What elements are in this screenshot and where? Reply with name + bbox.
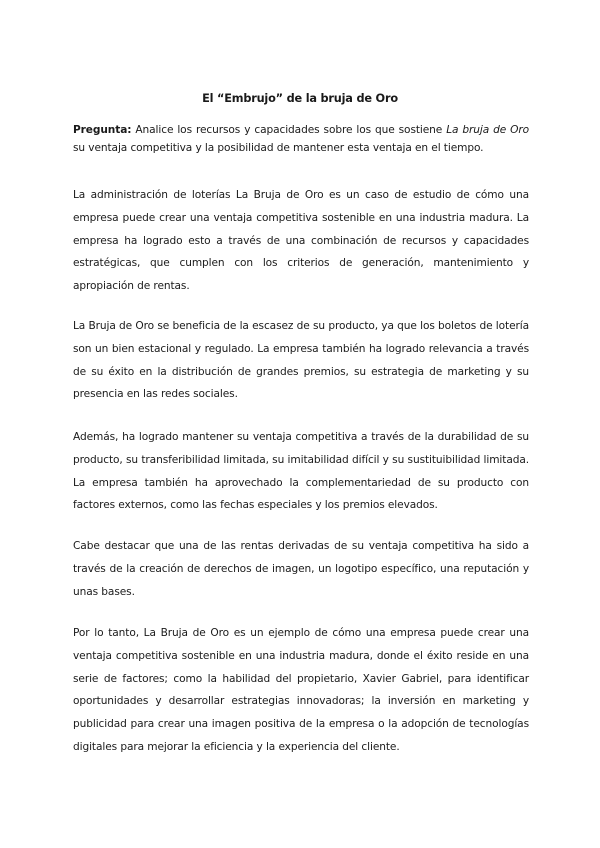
question-text-before: Analice los recursos y capacidades sobre los que sostiene xyxy=(131,124,447,136)
document-title: El “Embrujo” de la bruja de Oro xyxy=(202,92,398,105)
paragraph-4: Cabe destacar que una de las rentas derivadas de su ventaja competitiva ha sido a través de la creación de derechos de imagen, un logotipo específico, una reputación y unas bases. xyxy=(73,540,529,598)
paragraph-1: La administración de loterías La Bruja de Oro es un caso de estudio de cómo una empresa puede crear una ventaja competitiva sostenible en una industria madura. La empresa ha logrado esto a través de una combinación de recursos y capacidades estratégicas, que cumplen con los criterios de generación, mantenimiento y apropiación de rentas. xyxy=(73,189,529,293)
question-text-after: su ventaja competitiva y la posibilidad de mantener esta ventaja en el tiempo. xyxy=(73,142,484,155)
question-block xyxy=(73,121,529,158)
paragraph-2: La Bruja de Oro se beneficia de la escasez de su producto, ya que los boletos de lotería son un bien estacional y regulado. La empresa también ha logrado relevancia a través de su éxito en la distribución de grandes premios, su estrategia de marketing y su presencia en las redes sociales. xyxy=(73,320,529,401)
paragraph-3: Además, ha logrado mantener su ventaja competitiva a través de la durabilidad de su producto, su transferibilidad limitada, su imitabilidad difícil y su sustituibilidad limitada. La empresa también ha aprovechado la complementariedad de su producto con factores externos, como las fechas especiales y los premios elevados. xyxy=(73,431,529,512)
question-label: Pregunta: xyxy=(73,124,132,136)
question-italic-title: La bruja de Oro xyxy=(446,124,529,136)
paragraph-5: Por lo tanto, La Bruja de Oro es un ejemplo de cómo una empresa puede crear una ventaja competitiva sostenible en una industria madura, donde el éxito reside en una serie de factores; como la habilidad del propietario, Xavier Gabriel, para identificar oportunidades y desarrollar estrategias innovadoras; la inversión en marketing y publicidad para crear una imagen positiva de la empresa o la adopción de tecnologías digitales para mejorar la eficiencia y la experiencia del cliente. xyxy=(73,627,529,753)
